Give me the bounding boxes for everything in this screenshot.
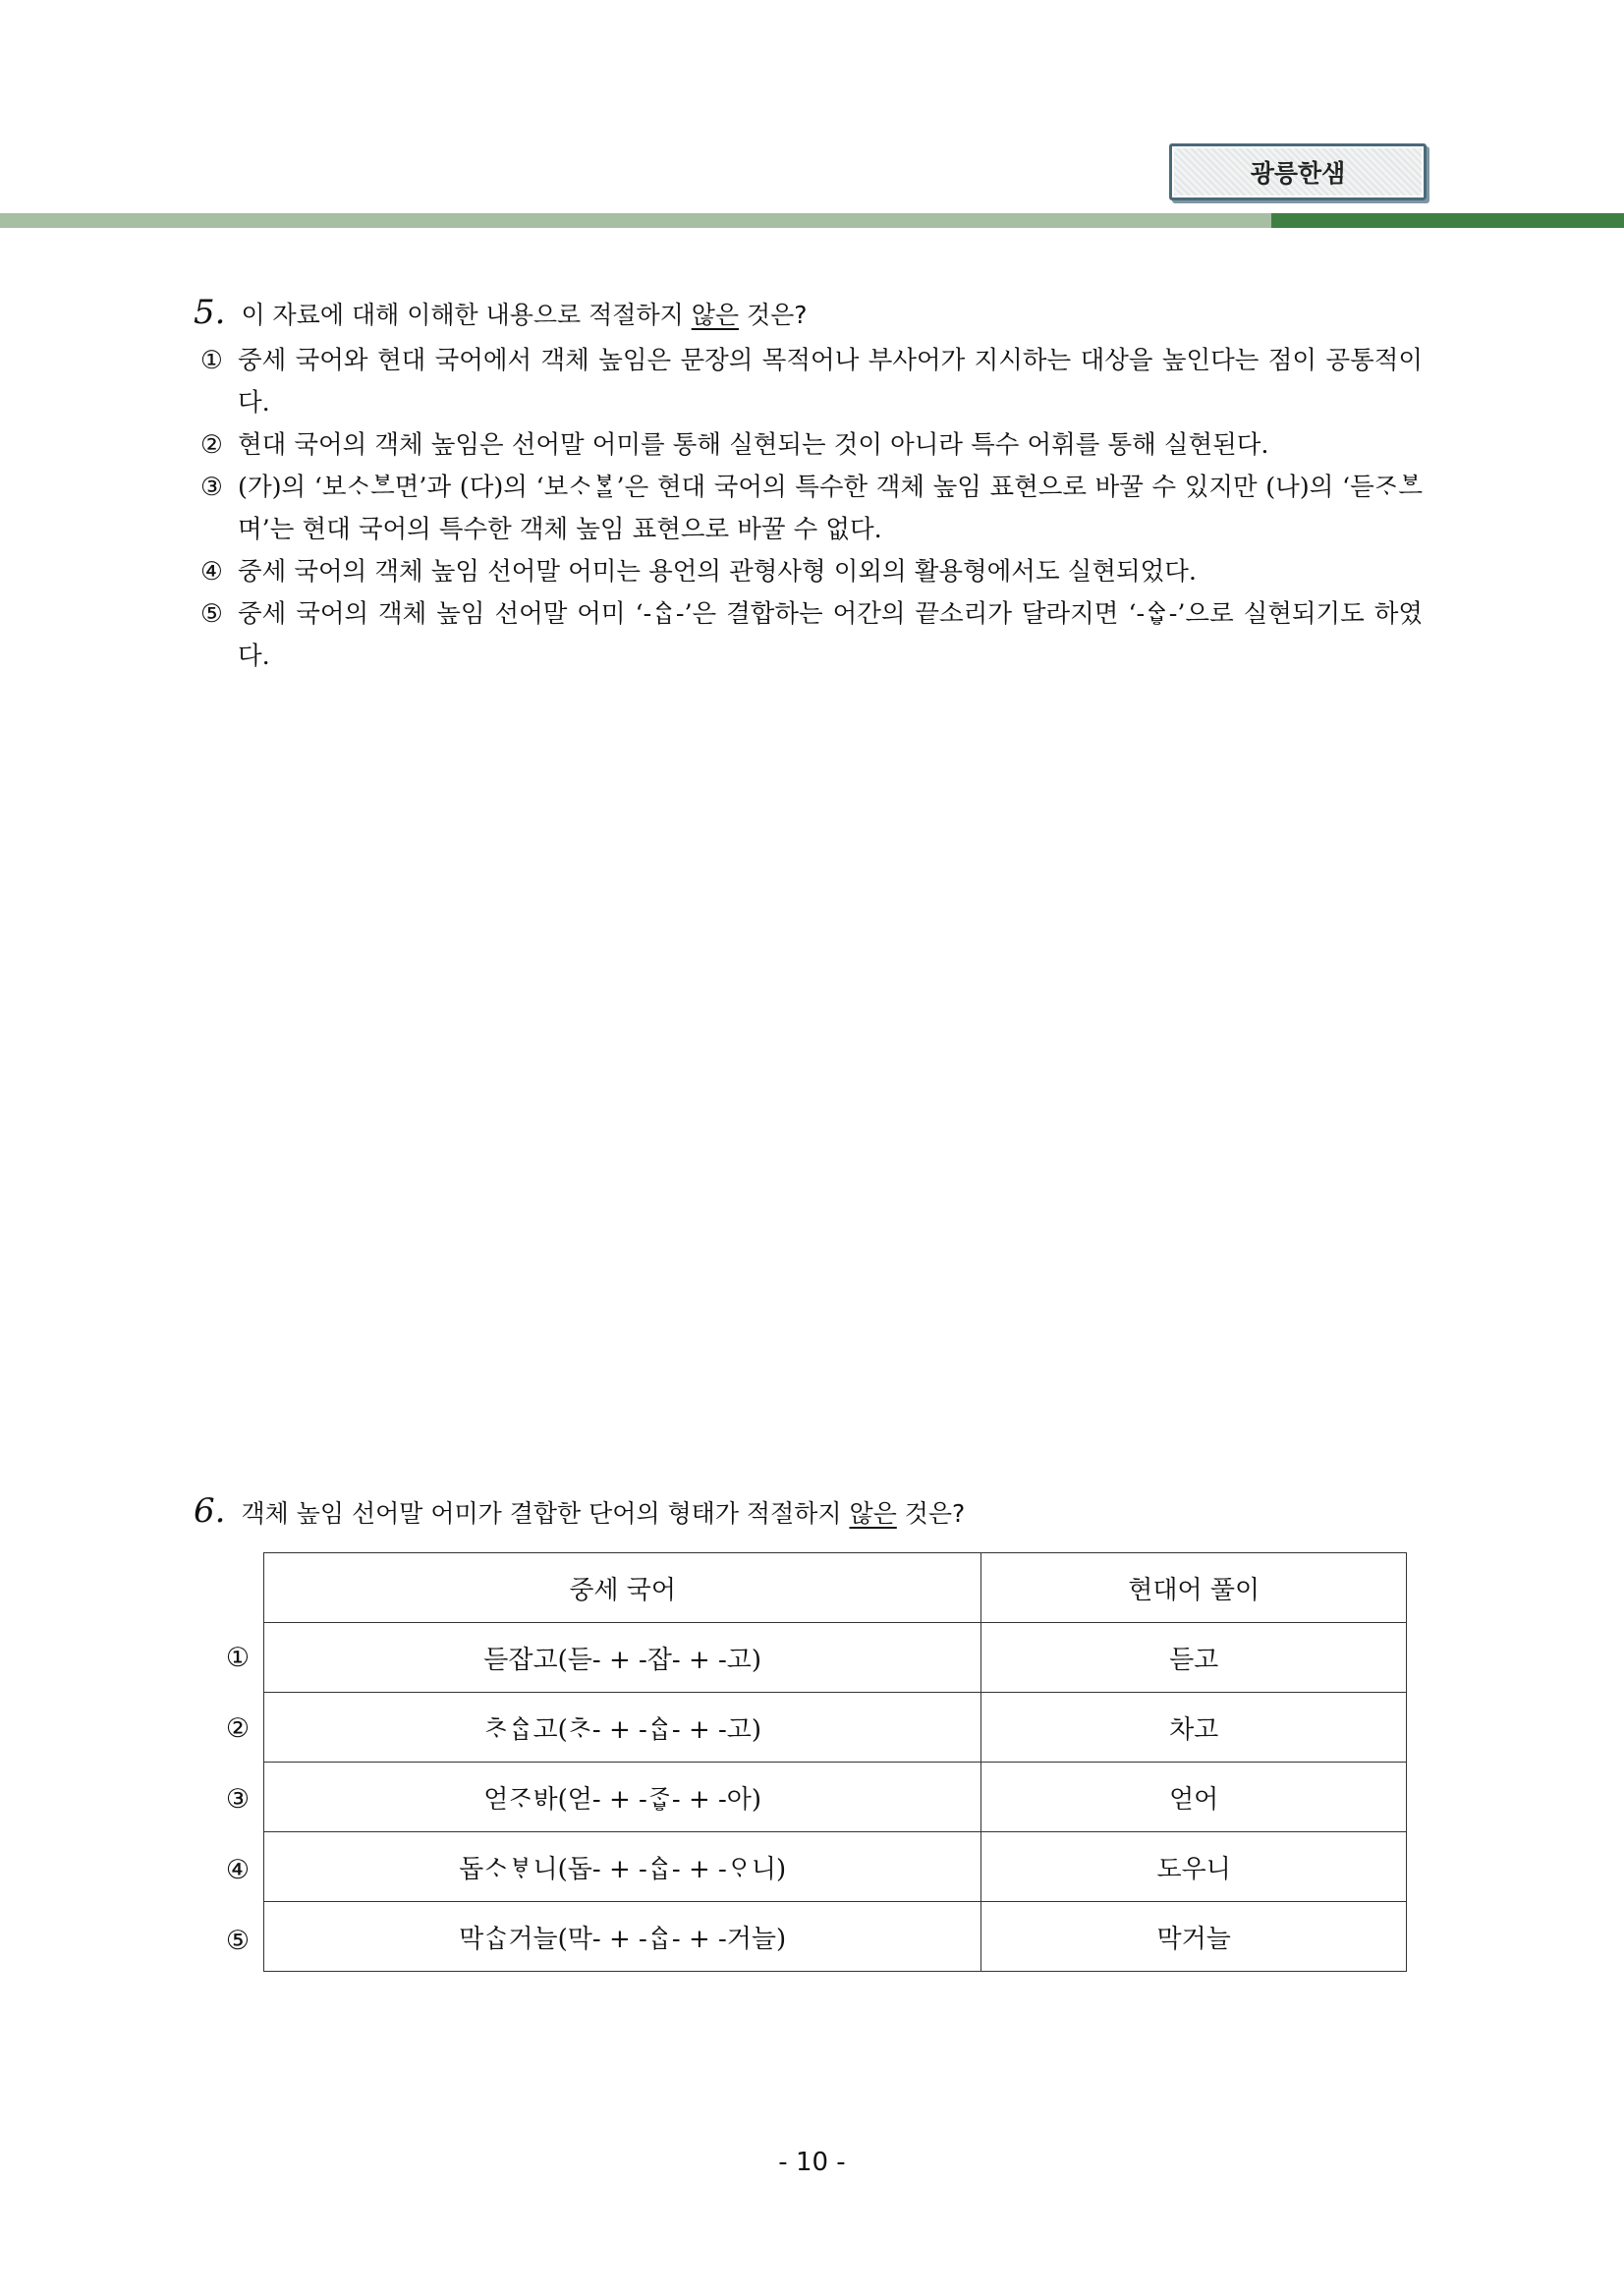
school-badge [1169, 143, 1427, 200]
table-row [264, 1763, 1407, 1832]
choice-5 [200, 593, 1423, 678]
choice-5-marker: ⑤ [200, 599, 223, 629]
table-row [264, 1693, 1407, 1763]
middle-korean-cell: ᄎᆞᅀᆞᆸ고(ᄎᆞ- + -ᅀᆞᆸ- + -고) [264, 1693, 981, 1763]
row-marker: ④ [225, 1855, 251, 1885]
modern-gloss-cell: 차고 [981, 1693, 1407, 1763]
choice-2-marker: ② [200, 430, 223, 460]
table-row [264, 1832, 1407, 1902]
modern-gloss-cell: 막거늘 [981, 1902, 1407, 1972]
row-marker: ② [225, 1713, 251, 1744]
question-5-number: 5. [194, 293, 226, 332]
column-header-middle-korean: 중세 국어 [264, 1553, 981, 1623]
question-5-prompt-emphasis: 않은 [691, 301, 739, 329]
question-6-title [194, 1491, 965, 1531]
choice-4 [200, 551, 1423, 593]
choice-5-text: 중세 국어의 객체 높임 선어말 어미 ‘-ᅀᆞᆸ-’은 결합하는 어간의 끝소리가 달라지면 ‘-ᅀᆞᇦ-’으로 실현되기도 하였다. [238, 599, 1423, 671]
modern-gloss-cell: 듣고 [981, 1623, 1407, 1693]
word-form-table [263, 1552, 1407, 1972]
column-header-modern-gloss: 현대어 풀이 [981, 1553, 1407, 1623]
question-6-prompt-start: 객체 높임 선어말 어미가 결합한 단어의 형태가 적절하지 [241, 1499, 850, 1528]
choice-1-marker: ① [200, 346, 223, 375]
page-number: - 10 - [778, 2148, 846, 2177]
choice-4-text: 중세 국어의 객체 높임 선어말 어미는 용언의 관형사형 이외의 활용형에서도 실현되었다. [238, 557, 1197, 587]
modern-gloss-cell: 도우니 [981, 1832, 1407, 1902]
question-5-prompt-end: 것은? [739, 301, 808, 329]
choice-1 [200, 340, 1423, 424]
choice-1-text: 중세 국어와 현대 국어에서 객체 높임은 문장의 목적어나 부사어가 지시하는 대상을 높인다는 점이 공통적이다. [238, 346, 1423, 418]
row-marker: ⑤ [225, 1926, 251, 1956]
question-6-prompt-emphasis: 않은 [849, 1499, 897, 1528]
question-5-choices [200, 340, 1423, 678]
table-row-markers [218, 1623, 257, 1977]
table-header-row [264, 1553, 1407, 1623]
school-badge-label: 광릉한샘 [1250, 159, 1346, 188]
choice-2 [200, 424, 1423, 467]
middle-korean-cell: 막ᄉᆞᆸ거늘(막- + -ᅀᆞᆸ- + -거늘) [264, 1902, 981, 1972]
modern-gloss-cell: 얻어 [981, 1763, 1407, 1832]
choice-3-text: (가)의 ‘보ᄉᆞᄫᅳ면’과 (다)의 ‘보ᄉᆞᄫᆞᆯ’은 현대 국어의 특수한 객체 높임 표현으로 바꿀 수 있지만 (나)의 ‘듣ᄌᆞᄫᅳ며’는 현대 국어의 특수한 객체 높임 표현으로 바꿀 수 없다. [238, 473, 1423, 544]
choice-4-marker: ④ [200, 557, 223, 587]
header-rule-dark [1271, 213, 1624, 228]
header-rule-light [0, 213, 1271, 228]
middle-korean-cell: 듣잡고(듣- + -잡- + -고) [264, 1623, 981, 1693]
choice-3 [200, 467, 1423, 551]
middle-korean-cell: 돕ᄉᆞᄫᆞ니(돕- + -ᅀᆞᆸ- + -ᄋᆞ니) [264, 1832, 981, 1902]
question-6-prompt-end: 것은? [896, 1499, 966, 1528]
table-row [264, 1902, 1407, 1972]
choice-3-marker: ③ [200, 473, 223, 502]
row-marker: ③ [225, 1784, 251, 1815]
choice-2-text: 현대 국어의 객체 높임은 선어말 어미를 통해 실현되는 것이 아니라 특수 어휘를 통해 실현된다. [238, 430, 1269, 460]
table-row [264, 1623, 1407, 1693]
row-marker: ① [225, 1643, 251, 1673]
question-5-title [194, 293, 808, 332]
middle-korean-cell: 얻ᄌᆞᄫᅡ(얻- + -ᄌᆞᇦ- + -아) [264, 1763, 981, 1832]
question-6-number: 6. [194, 1491, 226, 1531]
question-5-prompt-start: 이 자료에 대해 이해한 내용으로 적절하지 [241, 301, 692, 329]
